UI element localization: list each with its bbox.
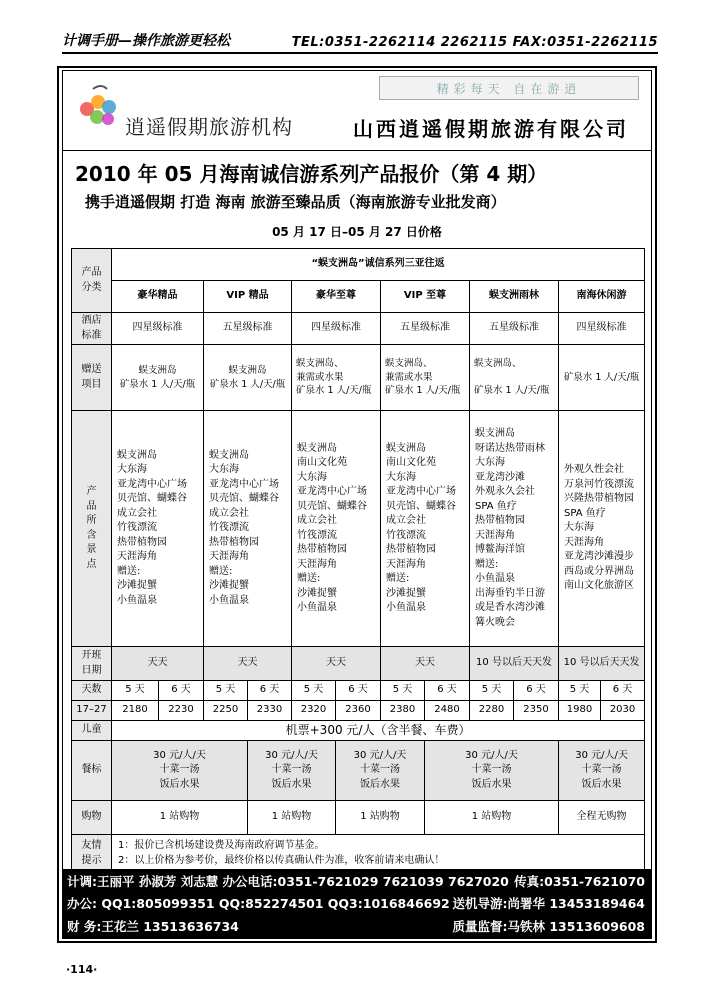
price-cell: 2230 xyxy=(159,701,204,721)
contact-finance: 财 务:王花兰 13513636734 xyxy=(67,919,239,934)
row-label-gift: 赠送 项目 xyxy=(72,345,112,411)
company-banner xyxy=(63,71,651,149)
meal-cell: 30 元/人/天 十菜一汤 饭后水果 xyxy=(248,741,336,801)
spots-cell: 蜈支洲岛 大东海 亚龙湾中心广场 贝壳馆、蝴蝶谷 成立会社 竹筏漂流 热带植物园 天涯海角 赠送: 沙滩捉蟹 小鱼温泉 xyxy=(112,411,204,647)
product-header: VIP 至尊 xyxy=(381,281,470,313)
hotel-cell: 五星级标准 xyxy=(204,313,292,345)
table-row xyxy=(72,835,645,873)
contact-fax: 传真:0351-7621070 xyxy=(514,874,645,889)
days-cell: 6 天 xyxy=(336,681,381,701)
days-cell: 5 天 xyxy=(381,681,425,701)
hotel-cell: 五星级标准 xyxy=(381,313,470,345)
tip-line: 1：报价已含机场建设费及海南政府调节基金。 xyxy=(118,840,325,851)
spots-cell: 外观久性会社 万泉河竹筏漂流 兴隆热带植物园 SPA 鱼疗 大东海 天涯海角 亚龙湾沙滩漫步 西岛或分界洲岛 南山文化旅游区 xyxy=(559,411,645,647)
meal-cell: 30 元/人/天 十菜一汤 饭后水果 xyxy=(425,741,559,801)
days-cell: 5 天 xyxy=(204,681,248,701)
product-header: 豪华精品 xyxy=(112,281,204,313)
slogan-box: 精彩每天 自在游逍 xyxy=(379,76,639,100)
table-row xyxy=(72,411,645,647)
shopping-cell: 1 站购物 xyxy=(112,801,248,835)
spots-cell: 蜈支洲岛 南山文化苑 大东海 亚龙湾中心广场 贝壳馆、蝴蝶谷 成立会社 竹筏漂流 热带植物园 天涯海角 赠送: 沙滩捉蟹 小鱼温泉 xyxy=(292,411,381,647)
spots-cell: 蜈支洲岛 大东海 亚龙湾中心广场 贝壳馆、蝴蝶谷 成立会社 竹筏漂流 热带植物园 天涯海角 赠送: 沙滩捉蟹 小鱼温泉 xyxy=(204,411,292,647)
price-cell: 1980 xyxy=(559,701,601,721)
contact-dispatch: 计调:王丽平 孙淑芳 刘志慧 办公电话:0351-7621029 7621039 7627020 xyxy=(67,874,509,889)
contact-guide: 送机导游:尚署华 13453189464 xyxy=(452,896,645,911)
hotel-cell: 四星级标准 xyxy=(559,313,645,345)
page-title: 2010 年 05 月海南诚信游系列产品报价（第 4 期） xyxy=(75,162,548,186)
gift-cell: 矿泉水 1 人/天/瓶 xyxy=(559,345,645,411)
price-date-range: 05 月 17 日–05 月 27 日价格 xyxy=(272,225,442,239)
price-cell: 2320 xyxy=(292,701,336,721)
price-cell: 2330 xyxy=(248,701,292,721)
table-row xyxy=(72,721,645,741)
schedule-cell: 天天 xyxy=(381,647,470,681)
gift-cell: 蜈支洲岛、 兼需或水果 矿泉水 1 人/天/瓶 xyxy=(381,345,470,411)
price-cell: 2280 xyxy=(470,701,514,721)
table-row xyxy=(72,741,645,801)
table-row xyxy=(72,281,645,313)
company-name: 山西逍遥假期旅游有限公司 xyxy=(353,117,629,141)
table-row xyxy=(72,249,645,281)
row-label-children: 儿童 xyxy=(72,721,112,741)
price-table xyxy=(71,248,645,873)
contact-bar xyxy=(63,869,651,939)
price-cell: 2480 xyxy=(425,701,470,721)
row-label-shopping: 购物 xyxy=(72,801,112,835)
product-header: 蜈支洲雨林 xyxy=(470,281,559,313)
schedule-cell: 天天 xyxy=(204,647,292,681)
schedule-cell: 天天 xyxy=(112,647,204,681)
row-label-hotel: 酒店 标准 xyxy=(72,313,112,345)
price-cell: 2030 xyxy=(601,701,645,721)
row-label-category: 产品 分类 xyxy=(72,249,112,313)
price-cell: 2380 xyxy=(381,701,425,721)
gift-cell: 蜈支洲岛 矿泉水 1 人/天/瓶 xyxy=(112,345,204,411)
contact-line xyxy=(67,872,645,890)
schedule-cell: 10 号以后天天发 xyxy=(559,647,645,681)
children-price: 机票+300 元/人（含半餐、车费） xyxy=(112,721,645,741)
gift-cell: 蜈支洲岛 矿泉水 1 人/天/瓶 xyxy=(204,345,292,411)
days-cell: 6 天 xyxy=(248,681,292,701)
days-cell: 5 天 xyxy=(470,681,514,701)
row-label-schedule: 开班 日期 xyxy=(72,647,112,681)
spots-cell: 蜈支洲岛 呀诺达热带雨林 大东海 亚龙湾沙滩 外观永久会社 SPA 鱼疗 热带植物园 天涯海角 博鳌海洋馆 赠送: 小鱼温泉 出海垂钓半日游 或是香水湾沙滩 篝火晚会 xyxy=(470,411,559,647)
row-label-days: 天数 xyxy=(72,681,112,701)
gift-cell: 蜈支洲岛、 矿泉水 1 人/天/瓶 xyxy=(470,345,559,411)
contact-line xyxy=(67,917,645,935)
manual-title: 计调手册—操作旅游更轻松 xyxy=(62,33,230,49)
price-cell: 2360 xyxy=(336,701,381,721)
row-label-spots: 产 品 所 含 景 点 xyxy=(72,411,112,647)
days-cell: 5 天 xyxy=(559,681,601,701)
table-row xyxy=(72,345,645,411)
days-cell: 6 天 xyxy=(159,681,204,701)
price-cell: 2250 xyxy=(204,701,248,721)
days-cell: 5 天 xyxy=(292,681,336,701)
days-cell: 6 天 xyxy=(425,681,470,701)
tips-cell xyxy=(112,835,645,873)
schedule-cell: 10 号以后天天发 xyxy=(470,647,559,681)
days-cell: 5 天 xyxy=(112,681,159,701)
days-cell: 6 天 xyxy=(514,681,559,701)
shopping-cell: 1 站购物 xyxy=(425,801,559,835)
price-cell: 2350 xyxy=(514,701,559,721)
product-header: 豪华至尊 xyxy=(292,281,381,313)
page-subtitle: 携手逍遥假期 打造 海南 旅游至臻品质（海南旅游专业批发商） xyxy=(85,193,506,211)
price-cell: 2180 xyxy=(112,701,159,721)
spots-cell: 蜈支洲岛 南山文化苑 大东海 亚龙湾中心广场 贝壳馆、蝴蝶谷 成立会社 竹筏漂流 热带植物园 天涯海角 赠送: 沙滩捉蟹 小鱼温泉 xyxy=(381,411,470,647)
days-cell: 6 天 xyxy=(601,681,645,701)
brand-name: 逍遥假期旅游机构 xyxy=(125,115,293,139)
series-title: “蜈支洲岛”诚信系列三亚往返 xyxy=(112,249,645,281)
title-block xyxy=(63,150,651,250)
table-row xyxy=(72,313,645,345)
shopping-cell: 1 站购物 xyxy=(336,801,425,835)
meal-cell: 30 元/人/天 十菜一汤 饭后水果 xyxy=(336,741,425,801)
shopping-cell: 全程无购物 xyxy=(559,801,645,835)
gift-cell: 蜈支洲岛、 兼需或水果 矿泉水 1 人/天/瓶 xyxy=(292,345,381,411)
row-label-dates: 17–27 xyxy=(72,701,112,721)
table-row xyxy=(72,701,645,721)
table-row xyxy=(72,681,645,701)
table-row xyxy=(72,801,645,835)
row-label-tips: 友情 提示 xyxy=(72,835,112,873)
product-header: VIP 精品 xyxy=(204,281,292,313)
table-row xyxy=(72,647,645,681)
row-label-meals: 餐标 xyxy=(72,741,112,801)
meal-cell: 30 元/人/天 十菜一汤 饭后水果 xyxy=(559,741,645,801)
company-logo-icon xyxy=(73,77,133,137)
hotel-cell: 五星级标准 xyxy=(470,313,559,345)
page-number: ·114· xyxy=(66,963,98,976)
tip-line: 2：以上价格为参考价，最终价格以传真确认件为准，收客前请来电确认！ xyxy=(118,854,445,866)
hotel-cell: 四星级标准 xyxy=(292,313,381,345)
contact-line xyxy=(67,894,645,912)
hotel-cell: 四星级标准 xyxy=(112,313,204,345)
contact-qq: 办公: QQ1:805099351 QQ:852274501 QQ3:1016846692 xyxy=(67,896,450,911)
header-phones: TEL:0351-2262114 2262115 FAX:0351-2262115 xyxy=(291,35,658,50)
shopping-cell: 1 站购物 xyxy=(248,801,336,835)
product-header: 南海休闲游 xyxy=(559,281,645,313)
page-header xyxy=(62,30,658,54)
meal-cell: 30 元/人/天 十菜一汤 饭后水果 xyxy=(112,741,248,801)
contact-quality: 质量监督:马铁林 13513609608 xyxy=(452,919,645,934)
schedule-cell: 天天 xyxy=(292,647,381,681)
